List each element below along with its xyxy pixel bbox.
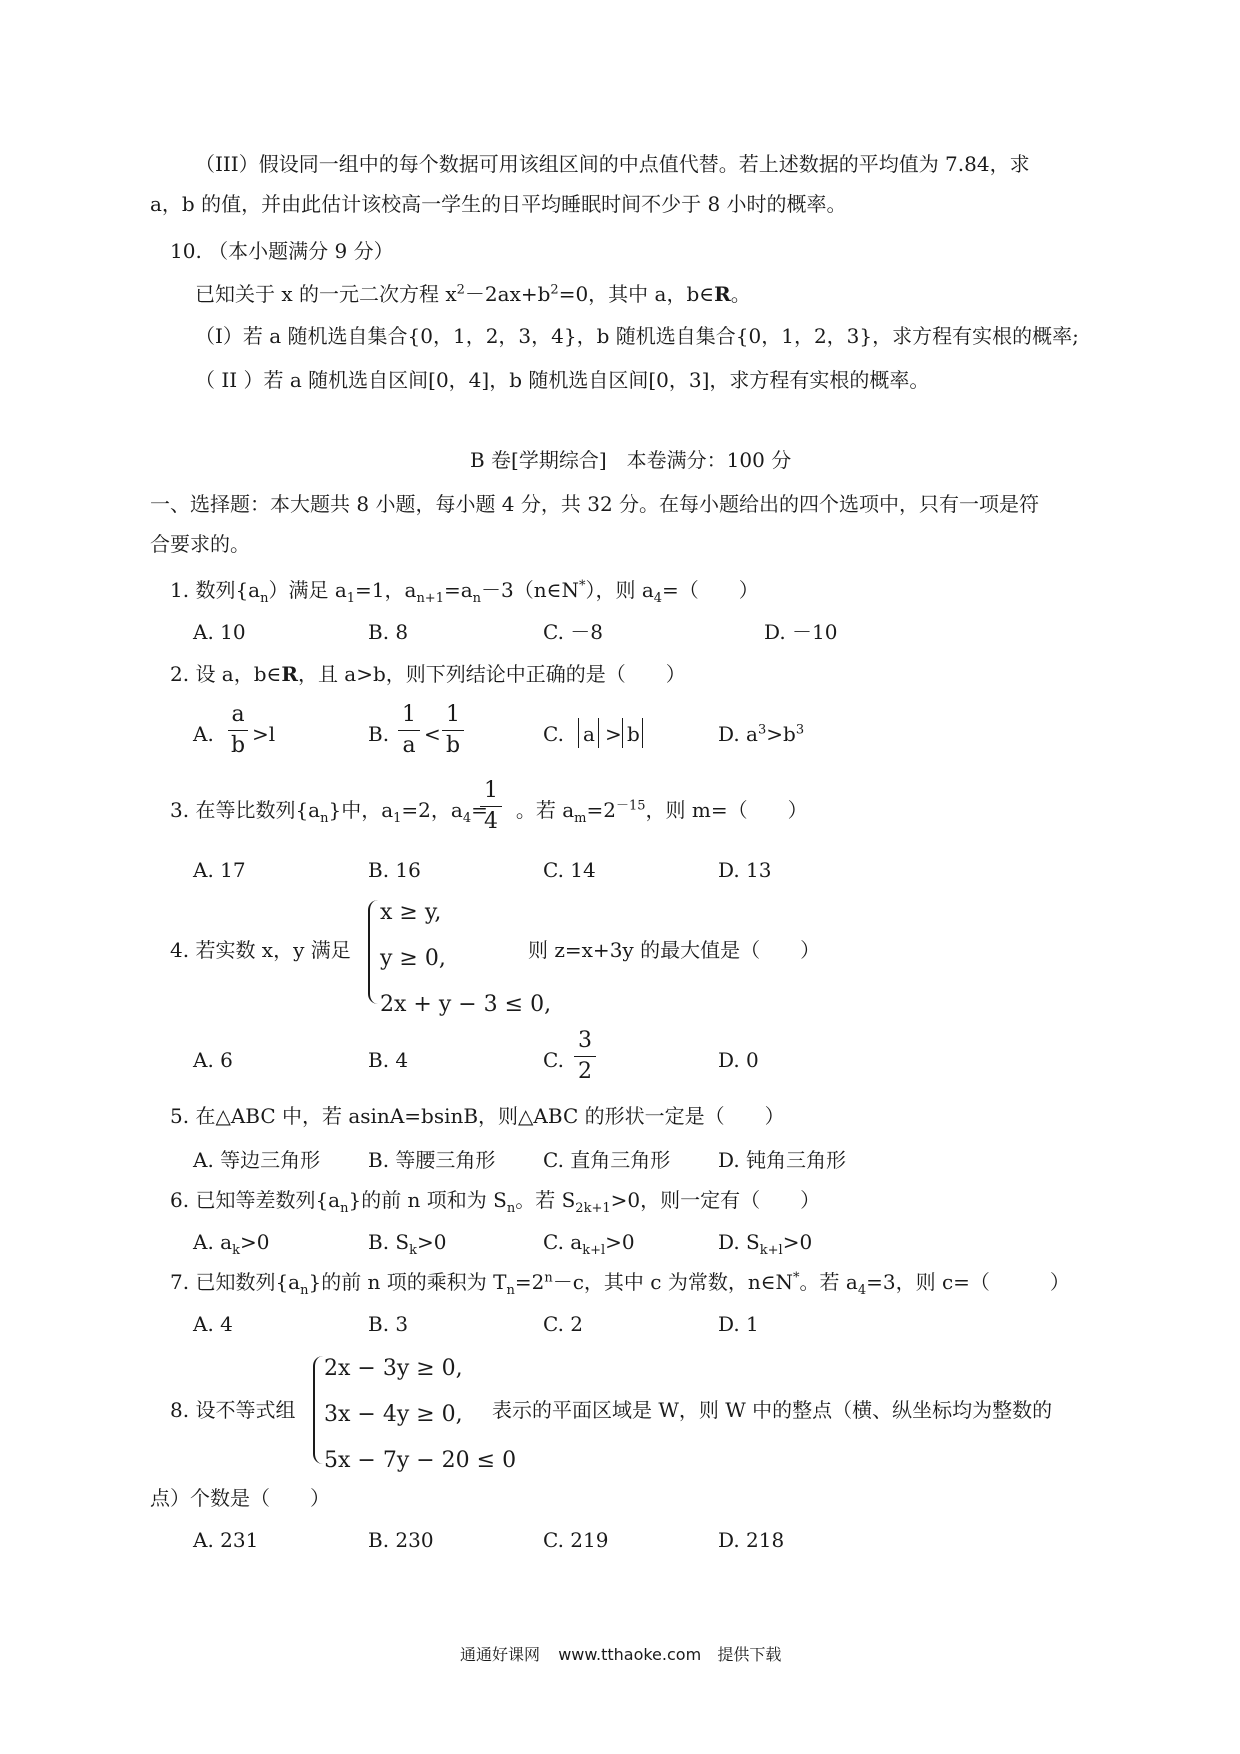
abs-bar	[622, 718, 623, 748]
q4-stem-pre: 4. 若实数 x，y 满足	[170, 938, 351, 962]
q2-option-b-label: B.	[368, 722, 390, 746]
system-brace	[313, 1356, 323, 1464]
q1-option-a: A. 10	[193, 620, 246, 644]
q7-stem: 7. 已知数列$\{a_n\}$的前 n 项的乘积为 $T_n=2^n-c$，其中 c 为常数，n∈N*。若 $a_4=3$，则 c=（ ）	[170, 1270, 1070, 1298]
q7-option-d: D. 1	[718, 1312, 759, 1336]
q8-option-b: B. 230	[368, 1528, 434, 1552]
q2-stem: 2. 设 a，b∈R，且 a>b，则下列结论中正确的是（ ）	[170, 662, 686, 686]
q2-option-a-tail: >l	[252, 722, 276, 746]
q8-system-line: 2x − 3y ≥ 0,	[324, 1356, 463, 1381]
q1-option-b: B. 8	[368, 620, 409, 644]
q6-stem: 6. 已知等差数列$\{a_n\}$的前 n 项和为 $S_n$。若 $S_{2k+1}>0$，则一定有（ ）	[170, 1188, 821, 1216]
q5-option-d: D. 钝角三角形	[718, 1148, 847, 1172]
system-brace	[368, 900, 378, 1004]
q2-option-b-fraction-1: 1 a	[398, 700, 420, 761]
q8-stem-pre: 8. 设不等式组	[170, 1398, 296, 1422]
q8-option-a: A. 231	[193, 1528, 259, 1552]
footer-url[interactable]: www.tthaoke.com	[558, 1645, 702, 1664]
q8-system	[324, 1346, 516, 1484]
q10-part1: （I）若 a 随机选自集合{0，1，2，3，4}，b 随机选自集合{0，1，2，3}，求方程有实根的概率;	[195, 324, 1079, 348]
q3-fraction: 1 4	[480, 776, 502, 837]
q9-part3-line1: （III）假设同一组中的每个数据可用该组区间的中点值代替。若上述数据的平均值为 7.84，求	[195, 152, 1030, 176]
q2-option-a-fraction: a b	[228, 700, 248, 761]
q8-system-line: 5x − 7y − 20 ≤ 0	[324, 1448, 517, 1473]
q8-option-c: C. 219	[543, 1528, 609, 1552]
q8-option-d: D. 218	[718, 1528, 785, 1552]
q1-stem: 1. 数列$\{a_n)$满足 $a_1=1$，$a_{n+1}=a_n-3(n\in N^*)$，则 $a_4=$（ ）	[170, 578, 759, 606]
q2-option-b-op: <	[424, 722, 441, 746]
q6-option-d: D. $S_{k+l}>0$	[718, 1230, 813, 1258]
footer-download-text: 提供下载	[717, 1645, 782, 1664]
q10-stem: 已知关于 x 的一元二次方程 $x^2-2ax+b^2=0$，其中 a，b∈R。	[195, 282, 751, 306]
q4-option-b: B. 4	[368, 1048, 409, 1072]
q10-part2: （ II ）若 a 随机选自区间[0，4]，b 随机选自区间[0，3]，求方程有实根的概率。	[195, 368, 930, 392]
q2-option-c-label: C.	[543, 722, 564, 746]
q4-option-a: A. 6	[193, 1048, 233, 1072]
q3-option-d: D. 13	[718, 858, 772, 882]
q4-option-c-label: C.	[543, 1048, 564, 1072]
abs-bar	[578, 718, 579, 748]
q2-option-c-b: b	[627, 722, 640, 746]
abs-bar	[642, 718, 643, 748]
q2-option-a-label: A.	[193, 722, 214, 746]
q2-option-c-op: >	[605, 722, 622, 746]
q8-system-line: 3x − 4y ≥ 0,	[324, 1402, 463, 1427]
q1-option-c: C. －8	[543, 620, 604, 644]
q4-system-line: 2x + y − 3 ≤ 0,	[380, 992, 552, 1017]
q5-option-c: C. 直角三角形	[543, 1148, 671, 1172]
q6-option-a: A. $a_k>0$	[193, 1230, 270, 1258]
q5-option-a: A. 等边三角形	[193, 1148, 321, 1172]
q3-option-a: A. 17	[193, 858, 246, 882]
q2-option-d: D. $a^3>b^3$	[718, 722, 805, 746]
q5-option-b: B. 等腰三角形	[368, 1148, 496, 1172]
q4-system-line: x ≥ y,	[380, 900, 442, 925]
q2-option-b-fraction-2: 1 b	[442, 700, 464, 761]
q4-system-line: y ≥ 0,	[380, 946, 446, 971]
q4-option-c-fraction: 3 2	[574, 1026, 596, 1087]
footer	[460, 1642, 781, 1665]
footer-site-name: 通通好课网	[460, 1645, 541, 1664]
q2-option-c-a: a	[583, 722, 595, 746]
q4-stem-post: 则 z=x+3y 的最大值是（ ）	[528, 938, 821, 962]
section-heading-line1: 一、选择题：本大题共 8 小题，每小题 4 分，共 32 分。在每小题给出的四个选项中，只有一项是符	[150, 492, 1040, 516]
q7-option-c: C. 2	[543, 1312, 584, 1336]
q4-system	[380, 890, 551, 1028]
q6-option-c: C. $a_{k+l}>0$	[543, 1230, 635, 1258]
part-b-title: B 卷[学期综合] 本卷满分：100 分	[470, 448, 792, 472]
q6-option-b: B. $S_k>0$	[368, 1230, 447, 1258]
q7-option-a: A. 4	[193, 1312, 233, 1336]
q4-option-d: D. 0	[718, 1048, 759, 1072]
section-heading-line2: 合要求的。	[150, 532, 250, 556]
q3-option-b: B. 16	[368, 858, 421, 882]
q8-stem-post: 表示的平面区域是 W，则 W 中的整点（横、纵坐标均为整数的	[492, 1398, 1053, 1422]
q10-header: 10. （本小题满分 9 分）	[170, 239, 394, 263]
q7-option-b: B. 3	[368, 1312, 409, 1336]
q5-stem: 5. 在△ABC 中，若 asinA=bsinB，则△ABC 的形状一定是（ ）	[170, 1104, 785, 1128]
q9-part3-line2: a，b 的值，并由此估计该校高一学生的日平均睡眠时间不少于 8 小时的概率。	[150, 192, 847, 216]
q1-option-d: D. －10	[764, 620, 838, 644]
q3-option-c: C. 14	[543, 858, 596, 882]
abs-bar	[598, 718, 599, 748]
q3-stem: 3. 在等比数列$\{a_n\}$中，$a_1=2$，$a_4=$ 。若 $a_m=2^{-15}$，则 m=（ ）	[170, 798, 808, 826]
q8-stem-line2: 点）个数是（ ）	[150, 1486, 330, 1510]
